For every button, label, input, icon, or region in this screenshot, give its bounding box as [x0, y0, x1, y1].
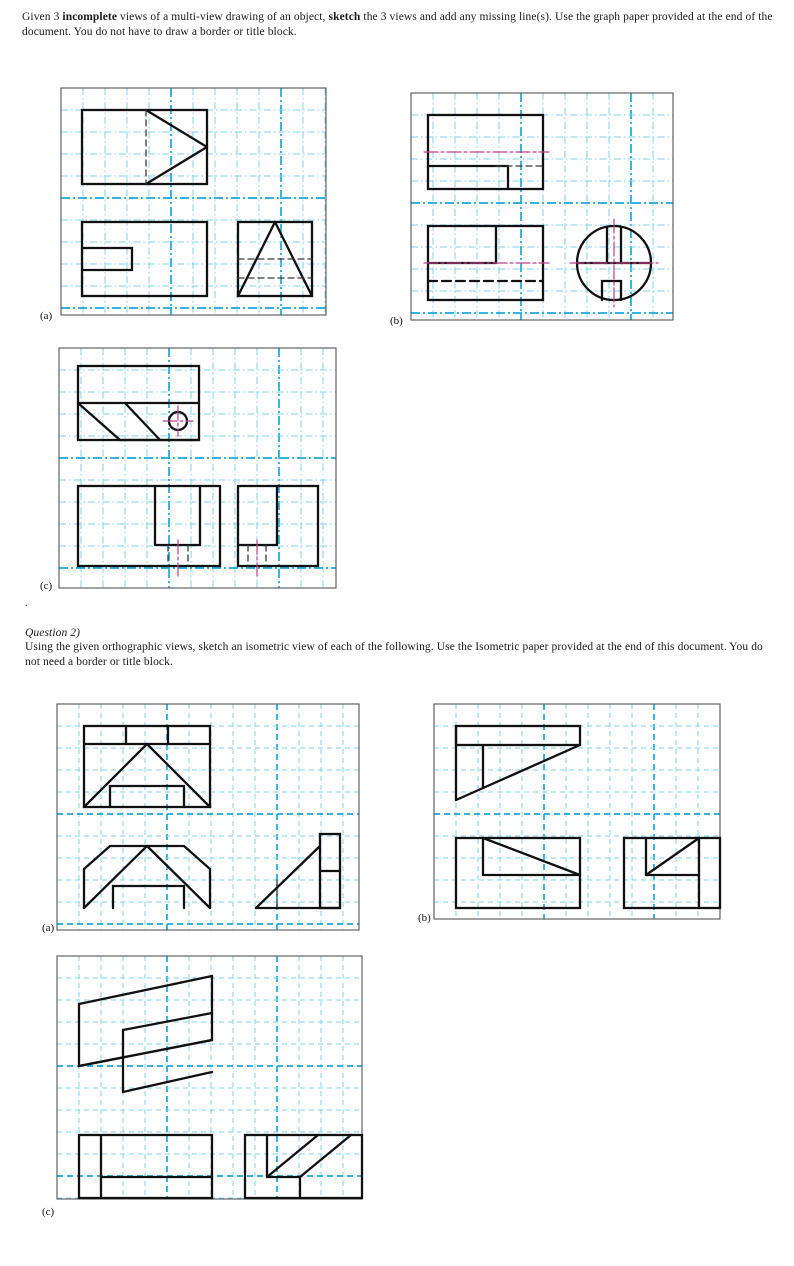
- figure-label-q1a: (a): [40, 310, 53, 322]
- drawing-object-rect: [456, 726, 580, 745]
- drawing-object-poly: [84, 846, 210, 908]
- drawing-geometry: [78, 366, 318, 576]
- drawing-object-line: [146, 147, 207, 184]
- drawing-object-line: [267, 1135, 318, 1177]
- drawing-object-line: [238, 222, 275, 296]
- drawing-geometry: [82, 110, 312, 296]
- drawing-geometry: [456, 726, 720, 908]
- panel-paper: [57, 956, 362, 1199]
- drawing-object-poly: [607, 227, 621, 263]
- drawing-object-line: [123, 1013, 212, 1030]
- drawing-object-line: [78, 403, 120, 440]
- question-1-prompt: [22, 10, 774, 40]
- drawing-object-line: [275, 222, 312, 296]
- panel-paper: [434, 704, 720, 919]
- drawing-geometry: [84, 726, 340, 908]
- panel-paper: [61, 88, 326, 315]
- drawing-object-poly: [82, 248, 132, 270]
- drawing-object-line: [125, 403, 160, 440]
- drawing-geometry: [79, 976, 362, 1198]
- grid-lines: [57, 956, 362, 1199]
- body-text: views of a multi-view drawing of an object,: [117, 11, 329, 23]
- panel-border: [434, 704, 720, 919]
- drawing-object-rect: [238, 486, 318, 566]
- figure-label-q2a: (a): [42, 922, 55, 934]
- panel-border: [57, 956, 362, 1199]
- drawing-object-line: [147, 846, 210, 908]
- panel-paper: [57, 704, 359, 930]
- panel-border: [57, 704, 359, 930]
- drawing-object-rect: [78, 486, 220, 566]
- drawing-object-line: [84, 744, 147, 807]
- drawing-object-line: [646, 838, 699, 875]
- drawing-object-poly: [602, 281, 621, 300]
- drawing-object-rect: [245, 1135, 362, 1198]
- drawing-object-rect: [624, 838, 720, 908]
- question-2-heading: Question 2): [25, 627, 81, 639]
- emphasis-text: sketch: [328, 11, 361, 23]
- drawing-object-rect: [428, 115, 543, 189]
- grid-lines: [59, 348, 336, 588]
- drawing-object-poly: [79, 976, 212, 1066]
- figure-label-q2b: (b): [418, 912, 431, 924]
- drawing-object-rect: [79, 1135, 212, 1198]
- panel-border: [59, 348, 336, 588]
- grid-lines: [434, 704, 720, 919]
- drawing-object-poly: [110, 786, 184, 807]
- drawing-object-rect: [82, 222, 207, 296]
- drawing-object-line: [456, 745, 580, 800]
- figure-label-q2c: (c): [42, 1206, 55, 1218]
- drawing-object-rect: [84, 726, 210, 807]
- panel-paper: [411, 93, 673, 320]
- drawing-object-rect: [320, 834, 340, 908]
- drawing-object-rect: [456, 838, 580, 908]
- drawing-object-circle: [577, 226, 651, 300]
- body-text: Given 3: [22, 11, 63, 23]
- drawing-object-line: [256, 846, 320, 908]
- grid-lines: [57, 704, 359, 930]
- drawing-object-line: [146, 110, 207, 147]
- figure-label-q1c: (c): [40, 580, 53, 592]
- stray-mark: .: [25, 598, 28, 609]
- drawing-object-line: [79, 976, 212, 1004]
- drawing-object-rect: [238, 222, 312, 296]
- figure-label-q1b: (b): [390, 315, 403, 327]
- panel-border: [411, 93, 673, 320]
- drawing-object-rect: [428, 226, 543, 300]
- panel-paper: [59, 348, 336, 588]
- drawing-geometry: [424, 115, 658, 307]
- drawing-object-line: [84, 846, 147, 908]
- body-text: the 3 views and add any missing line(s). Use the graph paper provided at the end of the document. You do not have to draw a border or title block.: [22, 11, 773, 38]
- drawing-object-circle: [169, 412, 187, 430]
- grid-lines: [411, 93, 673, 320]
- panel-border: [61, 88, 326, 315]
- drawing-object-poly: [113, 886, 184, 908]
- question-2-prompt: Using the given orthographic views, sketch an isometric view of each of the following. Use the Isometric paper provided at the end of this document. You do not need a border or title block.: [25, 641, 763, 668]
- drawing-object-line: [79, 1040, 212, 1066]
- drawing-object-rect: [78, 366, 199, 440]
- drawing-object-line: [123, 1072, 212, 1092]
- emphasis-text: incomplete: [62, 11, 118, 23]
- grid-lines: [61, 88, 326, 315]
- drawing-object-rect: [82, 110, 207, 184]
- drawing-object-line: [483, 838, 580, 875]
- drawing-object-line: [147, 744, 210, 807]
- drawing-object-line: [300, 1135, 351, 1177]
